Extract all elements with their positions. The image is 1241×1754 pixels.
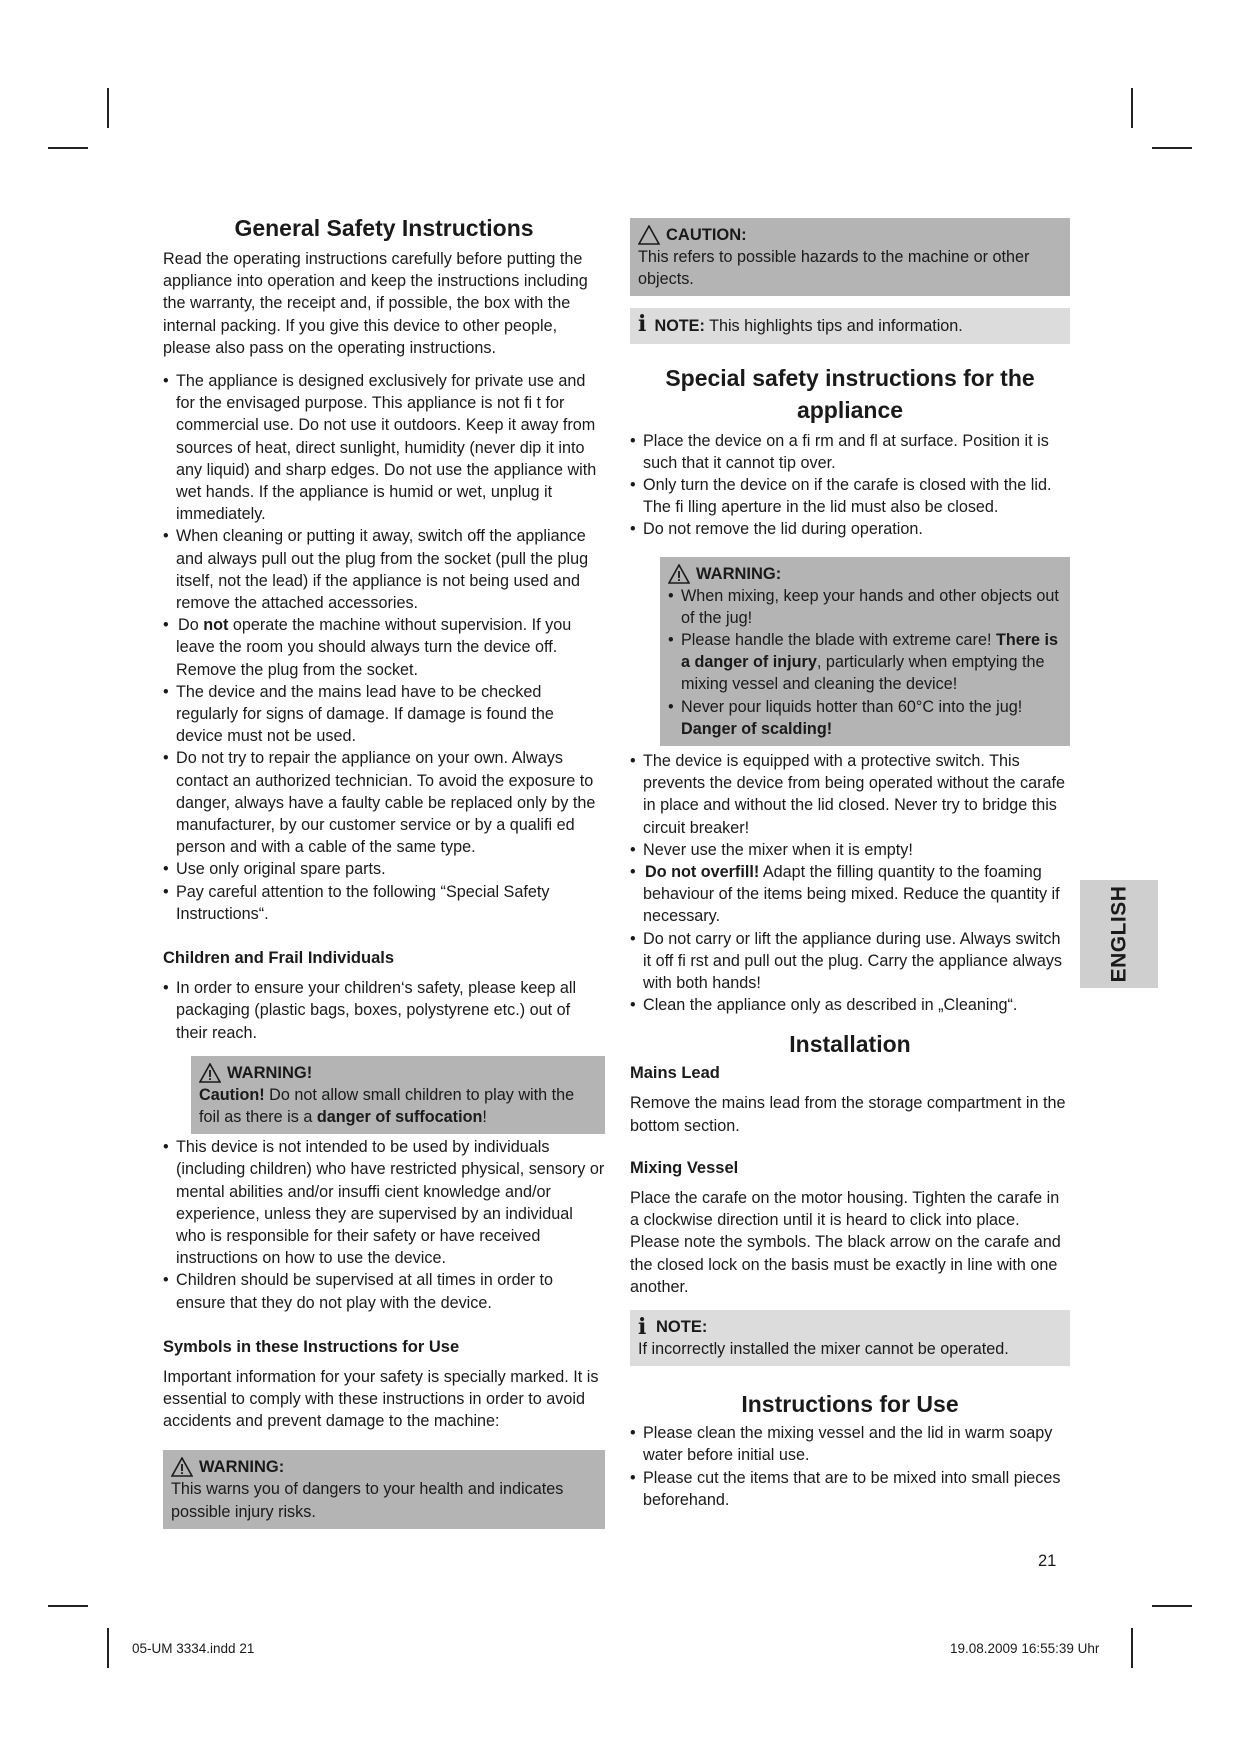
list-item: • Do not operate the machine without supervision. If you leave the room you should always turn the device off. Remove the plug from the socket. (163, 616, 572, 679)
instructions-for-use-list (630, 1422, 1070, 1511)
list-item: • Use only original spare parts. (163, 860, 386, 879)
list-item: • Never use the mixer when it is empty! (630, 840, 913, 859)
list-item: • The device is equipped with a protective switch. This prevents the device from being operated without the carafe in place and without the lid closed. Never try to bridge this circuit breaker! (630, 752, 1066, 837)
warning-triangle-icon (199, 1063, 221, 1083)
list-item: • When cleaning or putting it away, switch off the appliance and always pull out the plug from the socket (pull the plug itself, not the lead) if the appliance is not being used and remove the attached accessories. (163, 527, 589, 613)
language-tab: ENGLISH (1080, 880, 1158, 988)
crop-mark (48, 1605, 88, 1607)
special-safety-heading: Special safety instructions for the appliance (665, 364, 1035, 423)
list-item: • Please clean the mixing vessel and the lid in warm soapy water before initial use. (630, 1424, 1053, 1465)
warning-text: Caution! Do not allow small children to play with the foil as there is a danger of suffocation! (199, 1085, 575, 1126)
crop-mark (48, 147, 88, 149)
crop-mark (1131, 1628, 1133, 1668)
installation-heading: Installation (789, 1031, 911, 1058)
children-list (163, 977, 605, 1044)
jug-warning-box (660, 557, 1070, 746)
right-column (630, 212, 1070, 1511)
symbols-heading: Symbols in these Instructions for Use (163, 1337, 460, 1356)
list-item: • This device is not intended to be used by individuals (including children) who have restricted physical, sensory or mental abilities and/or insuffi cient knowledge and/or experience, unless they are supervised by an individual who is responsible for their safety or have received instructions on how to use the device. (163, 1138, 605, 1268)
note-text: This highlights tips and information. (704, 317, 963, 336)
caution-text: This refers to possible hazards to the machine or other objects. (638, 248, 1030, 289)
list-item: • The appliance is designed exclusively for private use and for the envisaged purpose. This appliance is not fi t for commercial use. Do not use it outdoors. Keep it away from sources of heat, direct sunlight, humidity (never dip it into any liquid) and sharp edges. Do not use the appliance with wet hands. If the appliance is humid or wet, unplug it immediately. (163, 372, 597, 524)
install-note-box (630, 1310, 1070, 1366)
warning-list (668, 585, 1062, 740)
list-item: • Do not try to repair the appliance on your own. Always contact an authorized technician. To avoid the exposure to danger, always have a faulty cable be replaced only by the manufacturer, by our customer service or by a qualifi ed person and with a cable of the same type. (163, 749, 596, 857)
list-item: • Please handle the blade with extreme care! There is a danger of injury, particularly when emptying the mixing vessel and cleaning the device! (668, 631, 1059, 694)
warning-triangle-icon (668, 564, 690, 584)
info-icon: i (638, 311, 647, 338)
crop-mark (1152, 147, 1192, 149)
list-item: • In order to ensure your children‘s safety, please keep all packaging (plastic bags, boxes, polystyrene etc.) out of their reach. (163, 979, 577, 1042)
install-note-text: If incorrectly installed the mixer cannot be operated. (638, 1339, 1009, 1358)
list-item: • Only turn the device on if the carafe is closed with the lid. The fi lling aperture in the lid must also be closed. (630, 476, 1052, 517)
children-list-2 (163, 1136, 605, 1314)
note-title: NOTE: (654, 317, 705, 336)
list-item: • Do not remove the lid during operation. (630, 520, 923, 539)
list-item: • Clean the appliance only as described in „Cleaning“. (630, 996, 1018, 1015)
list-item: • Children should be supervised at all times in order to ensure that they do not play with the device. (163, 1271, 554, 1312)
list-item: • Never pour liquids hotter than 60°C into the jug! Danger of scalding! (668, 697, 1023, 738)
list-item: • Please cut the items that are to be mixed into small pieces beforehand. (630, 1468, 1061, 1509)
info-icon: i (638, 1313, 647, 1340)
general-safety-heading: General Safety Instructions (234, 215, 534, 241)
list-item: • When mixing, keep your hands and other objects out of the jug! (668, 586, 1059, 627)
device-list (630, 750, 1070, 1016)
list-item: • Place the device on a fi rm and fl at surface. Position it is such that it cannot tip over. (630, 431, 1049, 472)
warning-triangle-icon (171, 1457, 193, 1477)
note-title: i NOTE: (638, 1313, 708, 1340)
mixing-vessel-text: Place the carafe on the motor housing. Tighten the carafe in a clockwise direction until it is heard to click into place. Please note the symbols. The black arrow on the carafe and the closed lock on the basis must be exactly in line with one another. (630, 1188, 1061, 1296)
warning-title: WARNING: (171, 1456, 597, 1478)
left-column (163, 212, 605, 1529)
crop-mark (1131, 88, 1133, 128)
caution-title: CAUTION: (638, 224, 1062, 246)
list-item: • Do not carry or lift the appliance during use. Always switch it off fi rst and pull out the plug. Carry the appliance always with both hands! (630, 929, 1063, 993)
suffocation-warning-box (191, 1056, 605, 1134)
mains-lead-text: Remove the mains lead from the storage compartment in the bottom section. (630, 1094, 1066, 1135)
caution-box (630, 218, 1070, 296)
symbol-warning-text: This warns you of dangers to your health and indicates possible injury risks. (171, 1480, 564, 1521)
instructions-for-use-heading: Instructions for Use (741, 1391, 959, 1418)
list-item: • Pay careful attention to the following “Special Safety Instructions“. (163, 882, 550, 923)
crop-mark (107, 1628, 109, 1668)
special-safety-list (630, 430, 1070, 541)
symbol-warning-box (163, 1450, 605, 1528)
note-box (630, 308, 1070, 343)
list-item: • The device and the mains lead have to be checked regularly for signs of damage. If damage is found the device must not be used. (163, 682, 554, 746)
caution-triangle-icon (638, 225, 660, 245)
children-heading: Children and Frail Individuals (163, 949, 395, 968)
symbols-text: Important information for your safety is specially marked. It is essential to comply with these instructions in order to avoid accidents and prevent damage to the machine: (163, 1367, 599, 1431)
footer-timestamp: 19.08.2009 16:55:39 Uhr (950, 1641, 1100, 1656)
page-number: 21 (1038, 1552, 1057, 1570)
crop-mark (107, 88, 109, 128)
footer-file-info: 05-UM 3334.indd 21 (132, 1641, 255, 1656)
general-safety-list (163, 370, 605, 925)
warning-title: WARNING: (668, 563, 1062, 585)
mains-lead-heading: Mains Lead (630, 1064, 720, 1083)
mixing-vessel-heading: Mixing Vessel (630, 1158, 739, 1177)
crop-mark (1152, 1605, 1192, 1607)
warning-title: WARNING! (199, 1062, 597, 1084)
general-safety-intro: Read the operating instructions carefully before putting the appliance into operation and keep the instructions including the warranty, the receipt and, if possible, the box with the internal packing. If you give this device to other people, please also pass on the operating instructions. (163, 250, 588, 357)
list-item: • Do not overfill! Adapt the filling quantity to the foaming behaviour of the items being mixed. Reduce the quantity if necessary. (630, 863, 1060, 926)
